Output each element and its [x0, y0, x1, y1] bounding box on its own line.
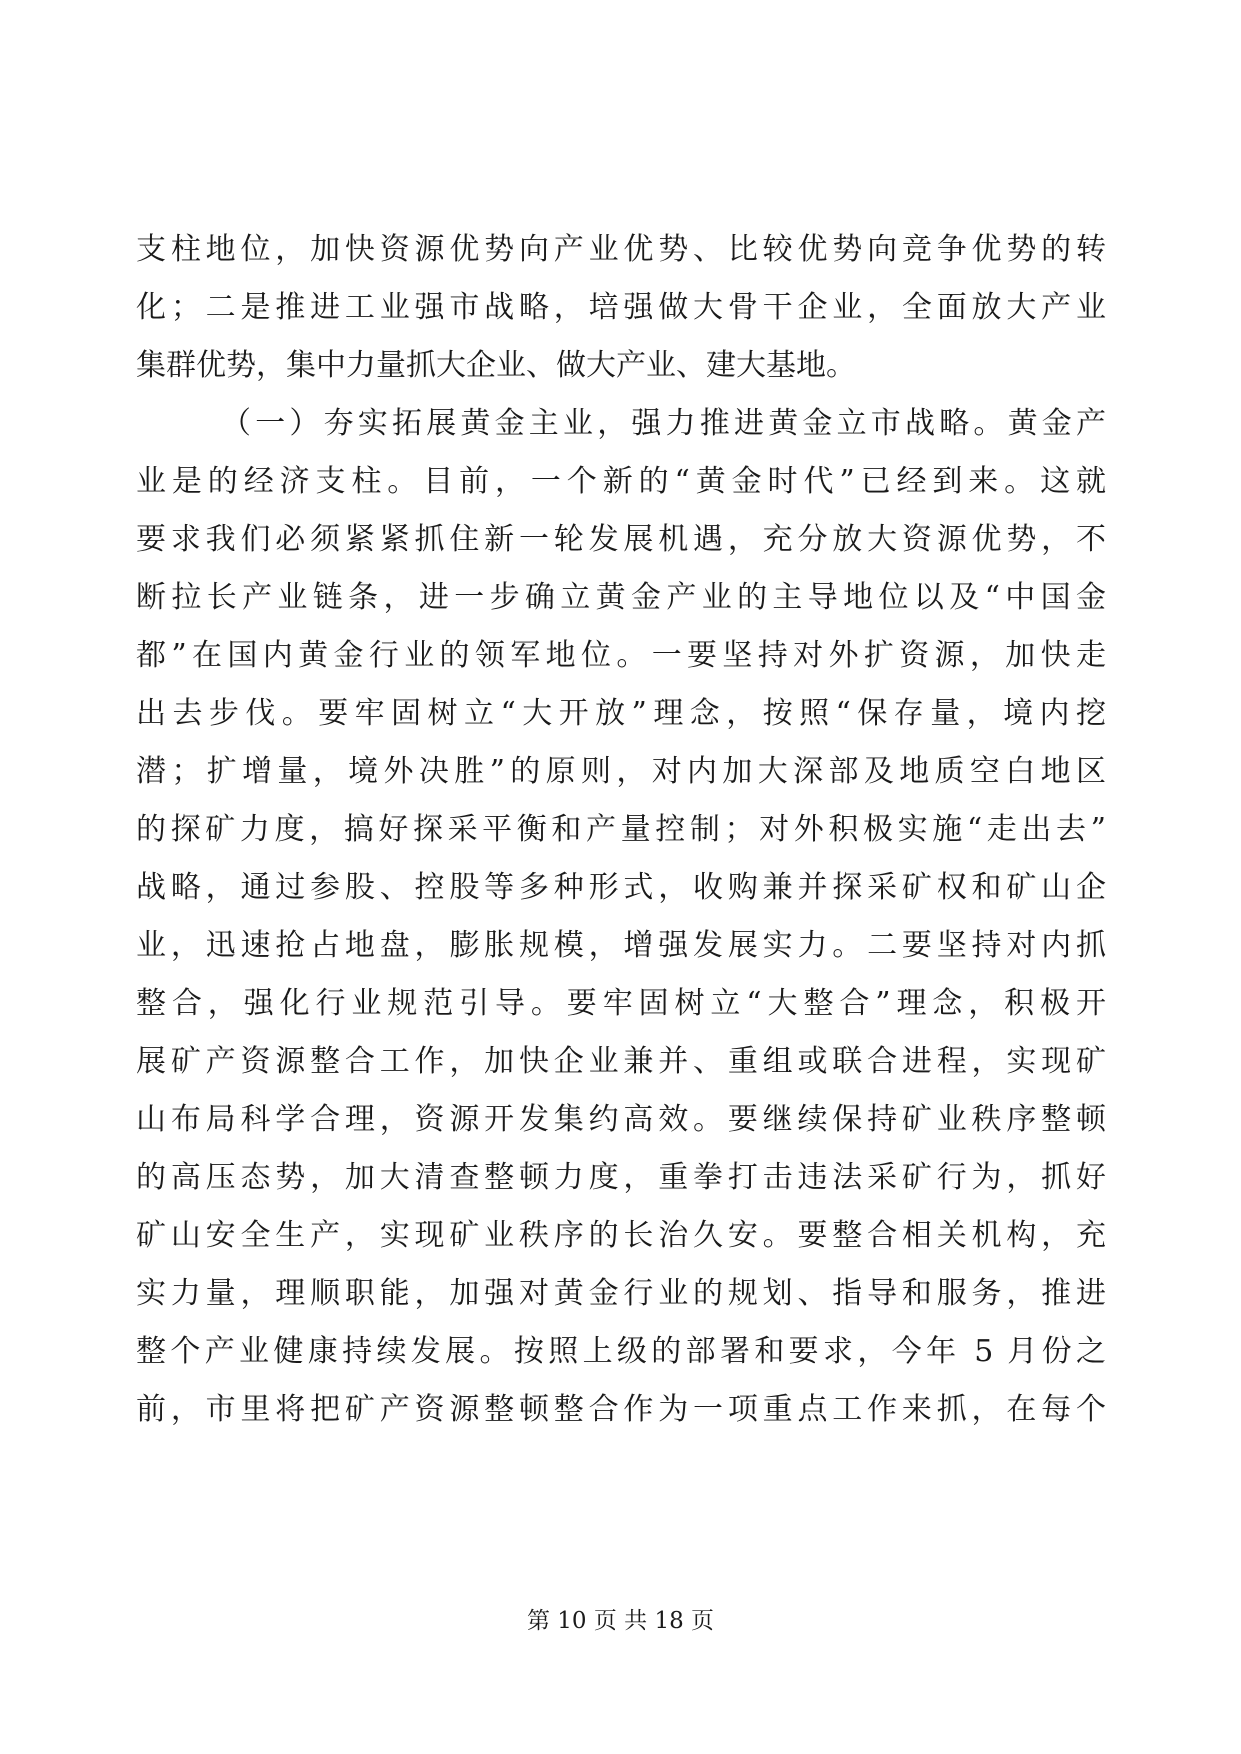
text-line: 整个产业健康持续发展。按照上级的部署和要求，今年 5 月份之: [136, 1334, 1106, 1369]
text-line: 业，迅速抢占地盘，膨胀规模，增强发展实力。二要坚持对内抓: [136, 928, 1106, 963]
body-text: [136, 221, 1106, 1439]
page-number-label: 第 10 页 共 18 页: [526, 1608, 715, 1634]
text-line: 前，市里将把矿产资源整顿整合作为一项重点工作来抓，在每个: [136, 1392, 1106, 1427]
text-line: 山布局科学合理，资源开发集约高效。要继续保持矿业秩序整顿: [136, 1102, 1106, 1137]
text-line: 实力量，理顺职能，加强对黄金行业的规划、指导和服务，推进: [136, 1276, 1106, 1311]
text-line: （一）夯实拓展黄金主业，强力推进黄金立市战略。黄金产: [221, 406, 1106, 441]
text-line: 化；二是推进工业强市战略，培强做大骨干企业，全面放大产业: [136, 290, 1106, 325]
text-line: 都”在国内黄金行业的领军地位。一要坚持对外扩资源，加快走: [136, 638, 1106, 673]
text-line: 展矿产资源整合工作，加快企业兼并、重组或联合进程，实现矿: [136, 1044, 1106, 1079]
page-footer: [0, 1606, 1241, 1636]
text-line: 整合，强化行业规范引导。要牢固树立“大整合”理念，积极开: [136, 986, 1106, 1021]
text-line: 集群优势，集中力量抓大企业、做大产业、建大基地。: [136, 348, 856, 383]
text-line: 战略，通过参股、控股等多种形式，收购兼并探采矿权和矿山企: [136, 870, 1106, 905]
text-line: 的高压态势，加大清查整顿力度，重拳打击违法采矿行为，抓好: [136, 1160, 1106, 1195]
text-line: 的探矿力度，搞好探采平衡和产量控制；对外积极实施“走出去”: [136, 812, 1106, 847]
text-line: 潜；扩增量，境外决胜”的原则，对内加大深部及地质空白地区: [136, 754, 1106, 789]
text-line: 要求我们必须紧紧抓住新一轮发展机遇，充分放大资源优势，不: [136, 522, 1106, 557]
text-line: 支柱地位，加快资源优势向产业优势、比较优势向竞争优势的转: [136, 232, 1106, 267]
text-line: 矿山安全生产，实现矿业秩序的长治久安。要整合相关机构，充: [136, 1218, 1106, 1253]
text-line: 断拉长产业链条，进一步确立黄金产业的主导地位以及“中国金: [136, 580, 1106, 615]
text-line: 业是的经济支柱。目前，一个新的“黄金时代”已经到来。这就: [136, 464, 1106, 499]
text-line: 出去步伐。要牢固树立“大开放”理念，按照“保存量，境内挖: [136, 696, 1106, 731]
